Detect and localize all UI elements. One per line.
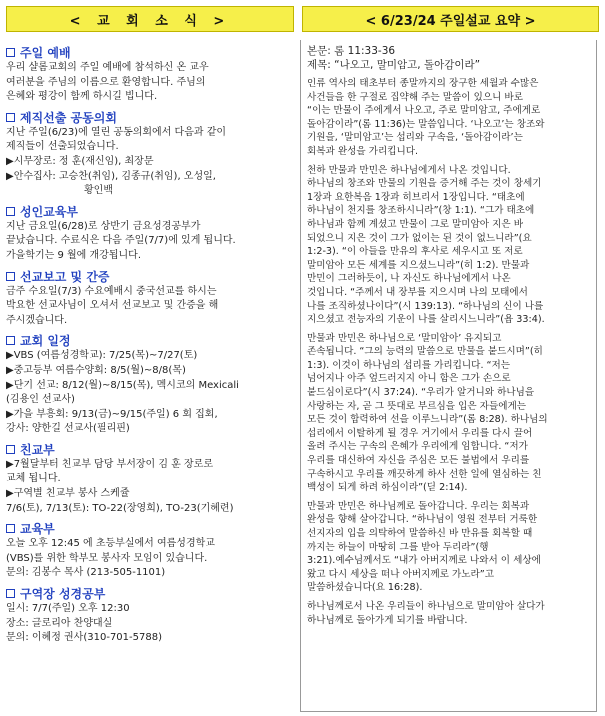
- sermon-line: 구속하시고 우리를 깨끗하게 하사 선한 일에 열심하는 친: [307, 468, 542, 480]
- news-line: 지난 주일(6/23)에 열린 공동의회에서 다음과 같이: [6, 126, 227, 138]
- sermon-line: 하나님께로서 나온 우리들이 하나님으로 말미암아 살다가: [307, 600, 545, 612]
- sermon-line: 백성이 되게 하려 하심이라”(딛 2:14).: [307, 482, 468, 494]
- news-line: 일시: 7/7(주일) 오후 12:30: [6, 603, 130, 615]
- news-section: [6, 109, 292, 199]
- news-section-title-text: 선교보고 및 간증: [20, 269, 110, 284]
- sermon-paragraph: [307, 600, 596, 627]
- news-section: [6, 332, 292, 437]
- news-section-title-text: 구역장 성경공부: [20, 587, 106, 602]
- sermon-line: 올려 주시는 구속의 은혜가 우리에게 임합니다. “저가: [307, 441, 528, 453]
- sermon-line: 회복과 완성을 가리킵니다.: [307, 145, 419, 157]
- news-line: 문의: 김봉수 목사 (213-505-1101): [6, 567, 166, 579]
- news-section-title-text: 성인교육부: [20, 204, 78, 219]
- square-bullet-icon: [6, 524, 15, 533]
- sermon-line: 모든 것이 합력하여 선을 이루느니라”(롬 8:28). 하나님의: [307, 414, 548, 426]
- news-section: [6, 585, 292, 646]
- church-news-header-text: < 교 회 소 식 >: [69, 13, 231, 29]
- sermon-line: 것입니다. “주께서 내 장부를 지으시며 나의 모태에서: [307, 286, 528, 298]
- sermon-line: 붙드심이로다”(시 37:24). “우리가 알거니와 하나님을: [307, 387, 535, 399]
- sermon-summary-header-text: < 6/23/24 주일설교 요약 >: [365, 13, 536, 29]
- sermon-line: 하나님께로 돌아가게 되기를 바랍니다.: [307, 614, 468, 626]
- news-section: [6, 203, 292, 264]
- sermon-line: 인류 역사의 태초부터 종말까지의 장구한 세월과 수많은: [307, 78, 539, 89]
- news-line: ▶중고등부 여름수양회: 8/5(월)~8/8(목): [6, 364, 186, 376]
- sermon-line: 존속됩니다. “그의 능력의 말씀으로 만물을 붙드시며”(히: [307, 346, 543, 358]
- news-section: [6, 268, 292, 329]
- news-line: 박요한 선교사님이 오셔서 선교보고 및 간증을 해: [6, 300, 219, 312]
- news-section-title-text: 주일 예배: [20, 46, 71, 60]
- news-line: (VBS)를 위한 학부모 봉사자 모임이 있습니다.: [6, 552, 208, 564]
- news-section-title: [6, 109, 292, 126]
- square-bullet-icon: [6, 589, 15, 598]
- news-section-title: [6, 44, 292, 61]
- news-line: ▶7월달부터 친교부 담당 부서장이 김 훈 장로로: [6, 458, 214, 470]
- news-line: 교체 됩니다.: [6, 473, 61, 485]
- sermon-line: 완성을 향해 살아갑니다. “하나님이 영원 전부터 거룩한: [307, 514, 538, 526]
- news-line: 가을학기는 9 월에 개강됩니다.: [6, 249, 141, 261]
- sermon-line: 1:3). 이것이 하나님의 섭리를 가리킵니다. “저는: [307, 359, 511, 371]
- sermon-line: 돌아감이라”(롬 11:36)는 말씀입니다. ‘나오고’는 창조와: [307, 118, 545, 130]
- sermon-line: 천하 만물과 만민은 하나님에게서 나온 것입니다.: [307, 164, 511, 176]
- sermon-line: 1장과 요한복음 1장과 히브리서 1장입니다. “태초에: [307, 191, 525, 203]
- news-line: 문의: 이혜정 권사(310-701-5788): [6, 632, 162, 644]
- news-section-title: [6, 585, 292, 602]
- news-section-title: [6, 268, 292, 285]
- sermon-line: 기원을, ‘말미암고’는 섭리와 구속을, ‘돌아감이라’는: [307, 132, 523, 144]
- square-bullet-icon: [6, 272, 15, 281]
- news-line: ▶시무장로: 정 훈(재신임), 최장문: [6, 155, 154, 167]
- sermon-paragraph: [307, 500, 596, 595]
- sermon-line: 3:21).예수님께서도 “내가 아버지께로 나와서 이 세상에: [307, 555, 541, 567]
- sermon-line: 사랑하는 자, 곧 그 뜻대로 부르심을 입은 자들에게는: [307, 400, 527, 412]
- news-section-title-text: 교회 일정: [20, 334, 71, 349]
- sermon-line: 하나님과 함께 계셨고 만물이 그로 말미암아 지은 바: [307, 218, 523, 230]
- sermon-line: 섭리에서 이탈하게 될 경우 거기에서 우리를 다시 끌어: [307, 427, 533, 439]
- sermon-line: 선지자의 입을 의탁하여 말씀하신 바 만유를 회복할 때: [307, 528, 533, 539]
- news-line: 끝났습니다. 수료식은 다음 주일(7/7)에 있게 됩니다.: [6, 235, 236, 247]
- news-section-title: [6, 203, 292, 220]
- square-bullet-icon: [6, 48, 15, 57]
- news-line: 제직들이 선출되었습니다.: [6, 141, 119, 153]
- news-line: ▶가을 부흥회: 9/13(금)~9/15(주일) 6 회 집회,: [6, 408, 218, 420]
- news-section: [6, 520, 292, 581]
- news-line: 지난 금요일(6/28)로 상반기 금요성경공부가: [6, 220, 201, 232]
- news-line: ▶VBS (여름성경학교): 7/25(목)~7/27(토): [6, 350, 198, 362]
- sermon-summary-column: [300, 40, 597, 712]
- news-line: 7/6(토), 7/13(토): TO-22(장영희), TO-23(기혜련): [6, 502, 234, 514]
- sermon-line: 나를 조직하셨나이다”(시 139:13). “하나님의 신이 나를: [307, 300, 544, 312]
- news-section-title-text: 친교부: [20, 442, 55, 457]
- sermon-paragraph: [307, 332, 596, 495]
- sermon-title: 제목: “나오고, 말미암고, 돌아감이라”: [307, 59, 481, 71]
- sermon-line: 우리를 대신하여 자신을 주심은 모든 불법에서 우리를: [307, 455, 530, 467]
- news-line: ▶단기 선교: 8/12(월)~8/15(목), 멕시코의 Mexicali: [6, 379, 239, 391]
- sermon-line: 하나님이 천지를 창조하시니라”(창 1:1). “그가 태초에: [307, 205, 535, 217]
- church-news-column: [6, 40, 292, 712]
- sermon-line: 왔고 다시 세상을 떠나 아버지께로 가노라”고: [307, 568, 495, 580]
- church-news-header: [6, 6, 294, 32]
- news-section-title: [6, 332, 292, 349]
- square-bullet-icon: [6, 207, 15, 216]
- sermon-line: “이는 만물이 주에게서 나오고, 주로 말미암고, 주에게로: [307, 105, 541, 117]
- square-bullet-icon: [6, 445, 15, 454]
- news-section-title: [6, 441, 292, 458]
- news-section-title-text: 교육부: [20, 522, 55, 537]
- sermon-line: 1:2-3). “이 아들을 만유의 후사로 세우시고 또 저로: [307, 246, 523, 258]
- sermon-line: 말씀하셨습니다(요 16:28).: [307, 582, 423, 594]
- news-line: 장소: 글로리아 찬양대실: [6, 617, 113, 629]
- sermon-line: 하나님의 창조와 만물의 기원을 증거해 주는 것이 창세기: [307, 178, 542, 190]
- news-section-title-text: 제직선출 공동의회: [20, 110, 117, 125]
- news-line: 주시겠습니다.: [6, 314, 68, 326]
- news-line: 금주 수요일(7/3) 수요예배시 중국선교를 하시는: [6, 285, 217, 297]
- sermon-text-reference: 본문: 롬 11:33-36: [307, 45, 396, 57]
- sermon-line: 만물과 만민은 하나님께로 돌아갑니다. 우리는 회복과: [307, 500, 530, 512]
- sermon-paragraph: [307, 164, 596, 327]
- news-line: ▶안수집사: 고승찬(취임), 김종규(취임), 오성일,: [6, 170, 216, 182]
- news-line: 강사: 양한길 선교사(필리핀): [6, 423, 130, 435]
- sermon-line: 지으셨고 전능자의 기운이 나를 살리시느니라”(욥 33:4).: [307, 314, 545, 326]
- news-line: ▶구역별 친교부 봉사 스케쥴: [6, 488, 130, 500]
- square-bullet-icon: [6, 336, 15, 345]
- sermon-line: 말미암아 모든 세계를 지으셨느니라”(히 1:2). 만물과: [307, 259, 530, 271]
- news-line: 오늘 오후 12:45 에 초등부실에서 여름성경학교: [6, 538, 215, 550]
- sermon-line: 넘어지나 아주 엎드러지지 아니 함은 그가 손으로: [307, 373, 511, 385]
- news-section-title: [6, 520, 292, 537]
- sermon-paragraph: [307, 77, 596, 159]
- sermon-line: 사건들을 한 구절로 집약해 주는 말씀이 있으니 바로: [307, 91, 523, 103]
- news-section: [6, 441, 292, 516]
- news-line: 황인백: [84, 185, 113, 197]
- news-section: [6, 44, 292, 105]
- sermon-line: 만민이 그러하듯이, 나 자신도 하나님에게서 나온: [307, 273, 511, 285]
- news-line: 우리 샬롬교회의 주일 예배에 참석하신 온 교우: [6, 62, 209, 73]
- square-bullet-icon: [6, 113, 15, 122]
- news-line: 여러분을 주님의 이름으로 환영합니다. 주님의: [6, 76, 206, 88]
- sermon-summary-header: [302, 6, 599, 32]
- news-line: (김용인 선교사): [6, 394, 75, 406]
- sermon-line: 되었으니 지은 것이 그가 없이는 된 것이 없느니라”(요: [307, 232, 532, 244]
- news-line: 은혜와 평강이 함께 하시길 빕니다.: [6, 91, 158, 103]
- sermon-line: 만물과 만민은 하나님으로 ‘말미암아’ 유지되고: [307, 332, 502, 344]
- sermon-line: 까지는 하늘이 마땅히 그를 받아 두리라”(행: [307, 541, 489, 553]
